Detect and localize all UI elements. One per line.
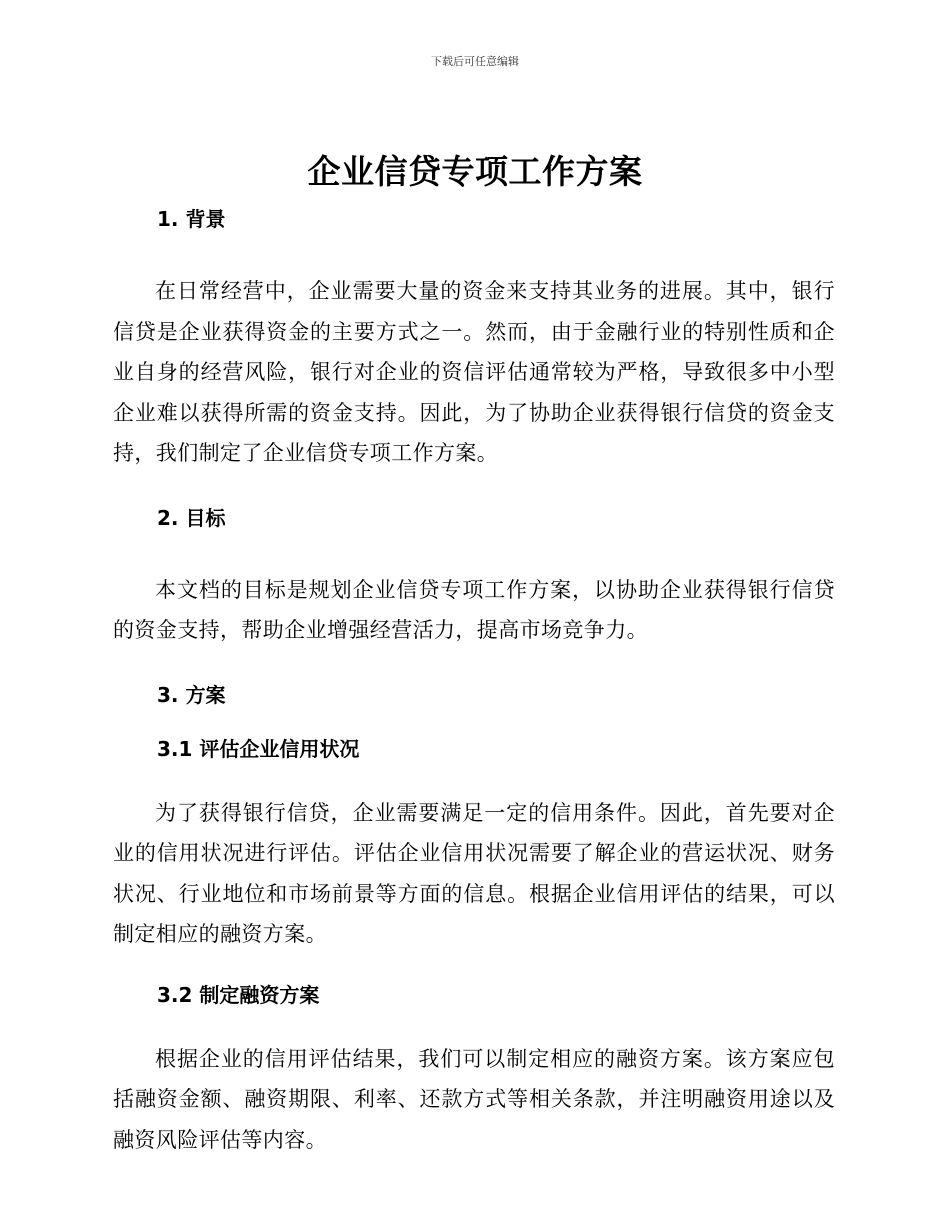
section-paragraph-credit-assessment: 为了获得银行信贷，企业需要满足一定的信用条件。因此，首先要对企业的信用状况进行评估。评估企业信用状况需要了解企业的营运状况、财务状况、行业地位和市场前景等方面的信息。根据企业信用评估的结果，可以制定相应的融资方案。	[113, 800, 835, 946]
section-heading-financing-plan: 3.2 制定融资方案	[157, 982, 320, 1007]
section-heading-plan: 3. 方案	[157, 682, 226, 707]
header-note: 下载后可任意编辑	[431, 55, 519, 68]
section-paragraph-financing-plan: 根据企业的信用评估结果，我们可以制定相应的融资方案。该方案应包括融资金额、融资期限、利率、还款方式等相关条款，并注明融资用途以及融资风险评估等内容。	[113, 1046, 835, 1152]
document-body	[113, 201, 835, 1160]
section-heading-credit-assessment: 3.1 评估企业信用状况	[157, 736, 360, 761]
document-title: 企业信贷专项工作方案	[307, 152, 643, 191]
section-heading-background: 1. 背景	[157, 207, 226, 231]
section-paragraph-background: 在日常经营中，企业需要大量的资金来支持其业务的进展。其中，银行信贷是企业获得资金的主要方式之一。然而，由于金融行业的特别性质和企业自身的经营风险，银行对企业的资信评估通常较为严格，导致很多中小型企业难以获得所需的资金支持。因此，为了协助企业获得银行信贷的资金支持，我们制定了企业信贷专项工作方案。	[113, 279, 835, 465]
section-paragraph-goal: 本文档的目标是规划企业信贷专项工作方案，以协助企业获得银行信贷的资金支持，帮助企业增强经营活力，提高市场竞争力。	[113, 577, 835, 642]
section-heading-goal: 2. 目标	[157, 505, 226, 530]
